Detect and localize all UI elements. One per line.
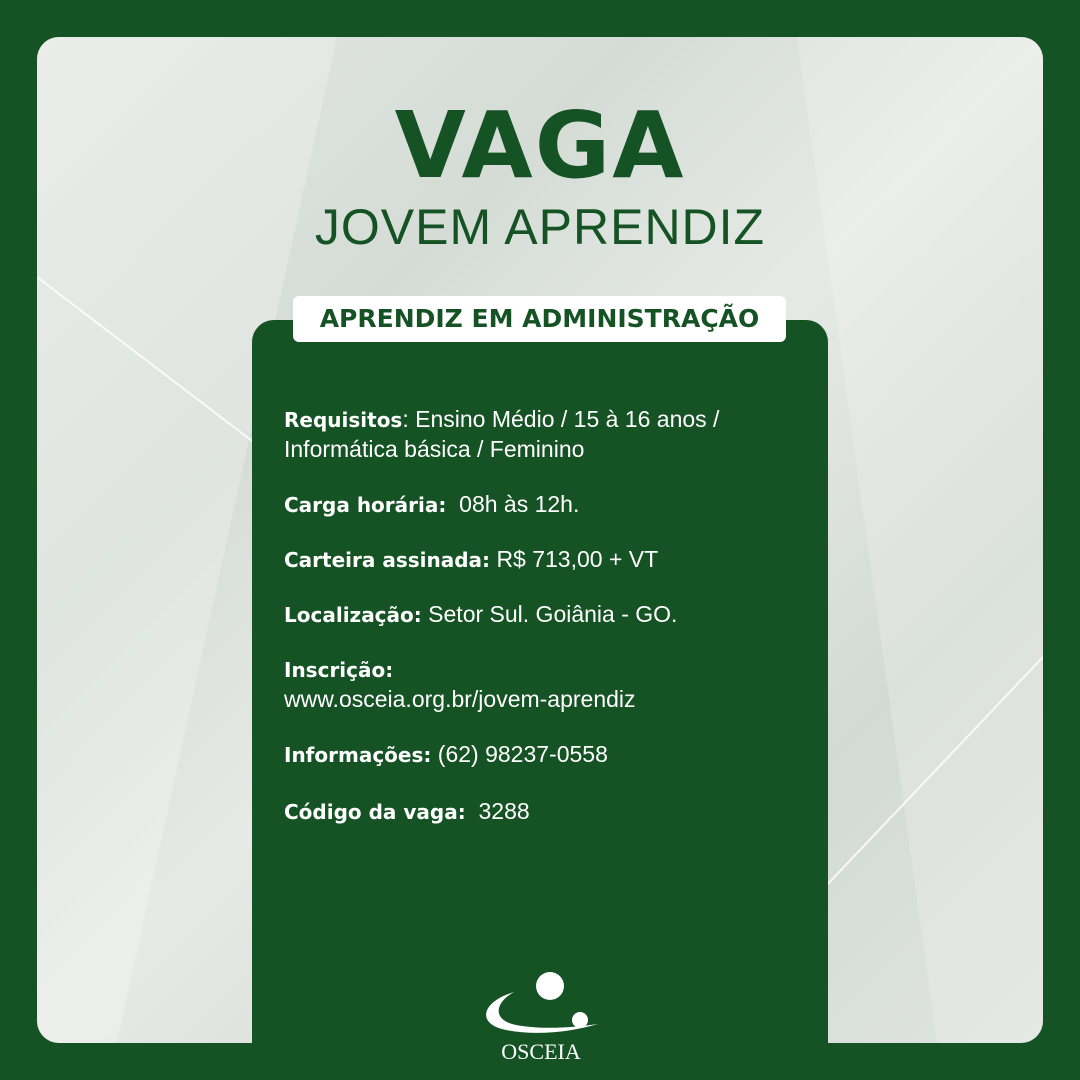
subheadline: JOVEM APRENDIZ: [314, 199, 766, 255]
detail-value: Setor Sul. Goiânia - GO.: [428, 601, 678, 627]
detail-label: Localização:: [284, 603, 422, 627]
position-label: APRENDIZ EM ADMINISTRAÇÃO: [293, 296, 786, 342]
detail-carga-horaria: [284, 490, 579, 520]
headline: VAGA: [394, 92, 686, 199]
detail-label: Requisitos: [284, 408, 403, 432]
detail-inscricao: [284, 655, 636, 714]
detail-label: Inscrição:: [284, 658, 394, 682]
detail-sep: [446, 491, 459, 517]
detail-requisitos: [284, 405, 719, 464]
detail-value: 3288: [478, 798, 530, 824]
detail-value: 08h às 12h.: [459, 491, 580, 517]
detail-codigo-vaga: [284, 797, 530, 827]
detail-value: (62) 98237-0558: [437, 741, 608, 767]
detail-value: Informática básica / Feminino: [284, 436, 585, 462]
osceia-logo: [476, 966, 606, 1066]
detail-informacoes: [284, 740, 608, 770]
detail-sep: :: [402, 406, 416, 432]
detail-label: Carga horária:: [284, 493, 447, 517]
detail-label: Carteira assinada:: [284, 548, 491, 572]
detail-label: Código da vaga:: [284, 800, 466, 824]
detail-sep: [466, 798, 479, 824]
detail-value: Ensino Médio / 15 à 16 anos /: [415, 406, 720, 432]
svg-text:OSCEIA: OSCEIA: [501, 1039, 581, 1064]
registration-link[interactable]: www.osceia.org.br/jovem-aprendiz: [284, 686, 636, 712]
detail-localizacao: [284, 600, 677, 630]
detail-label: Informações:: [284, 743, 432, 767]
detail-carteira-assinada: [284, 545, 658, 575]
detail-value: R$ 713,00 + VT: [496, 546, 659, 572]
